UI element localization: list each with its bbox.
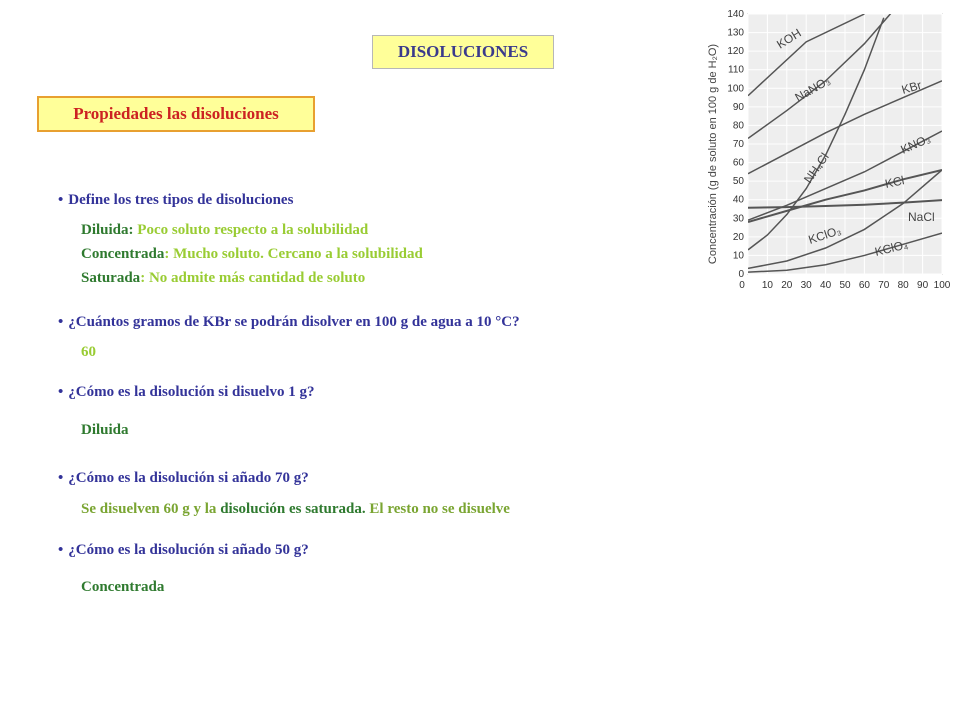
question-text: ¿Cómo es la disolución si añado 70 g?: [68, 470, 309, 486]
definition-2: [81, 246, 423, 263]
question-1: [58, 192, 293, 209]
x-tick-label: 50: [839, 280, 851, 291]
y-tick-label: 70: [732, 139, 744, 150]
answer-2: 60: [81, 344, 96, 360]
series-label: KCl: [883, 173, 906, 191]
x-tick-label: 20: [781, 280, 793, 291]
definition-desc: Mucho soluto. Cercano a la solubilidad: [173, 246, 423, 262]
bullet-icon: •: [58, 470, 64, 486]
question-4: [58, 470, 309, 487]
question-text: ¿Cuántos gramos de KBr se podrán disolver en 100 g de agua a 10 °C?: [68, 314, 520, 330]
bullet-icon: •: [58, 314, 64, 330]
question-text: ¿Cómo es la disolución si añado 50 g?: [68, 542, 309, 558]
answer-4: [81, 501, 510, 518]
question-5: [58, 542, 309, 559]
x-tick-labels: [739, 280, 951, 291]
answer-4-part3: El resto no se disuelve: [365, 501, 510, 517]
definition-term: Diluida: [81, 222, 129, 238]
definition-3: [81, 270, 365, 287]
y-tick-label: 90: [732, 101, 744, 113]
series-label: KOH: [774, 25, 804, 52]
bullet-icon: •: [58, 384, 64, 400]
series-label: KBr: [899, 77, 924, 97]
x-tick-label: 0: [739, 280, 745, 291]
y-tick-label: 130: [727, 27, 744, 39]
y-tick-label: 10: [732, 250, 744, 262]
y-axis-label: Concentración (g de soluto en 100 g de H₂O): [707, 43, 719, 265]
y-tick-label: 50: [732, 176, 744, 188]
y-tick-labels: [727, 9, 744, 280]
y-tick-label: 110: [728, 64, 744, 76]
x-tick-label: 70: [878, 280, 890, 291]
series-label: KNO₃: [898, 131, 933, 157]
answer-3: Diluida: [81, 422, 129, 438]
x-tick-label: 80: [897, 280, 909, 291]
solubility-chart: [698, 4, 954, 296]
question-2: [58, 314, 520, 331]
y-tick-label: 120: [727, 46, 744, 58]
question-text: Define los tres tipos de disoluciones: [68, 192, 294, 208]
x-tick-label: 40: [820, 280, 832, 291]
definition-term: Saturada: [81, 270, 141, 286]
answer-5: Concentrada: [81, 579, 165, 595]
series-label: KClO₄: [873, 237, 910, 259]
page-title: DISOLUCIONES: [372, 35, 554, 69]
y-tick-label: 140: [727, 9, 744, 20]
section-subtitle: Propiedades las disoluciones: [37, 96, 315, 132]
x-tick-label: 90: [917, 280, 929, 291]
x-tick-label: 60: [858, 280, 870, 291]
y-tick-label: 0: [738, 269, 744, 280]
definition-desc: Poco soluto respecto a la solubilidad: [137, 222, 369, 238]
series-label: NaCl: [908, 210, 935, 224]
bullet-icon: •: [58, 542, 64, 558]
series-label: NH₄Cl: [800, 150, 832, 186]
x-tick-label: 30: [800, 280, 812, 291]
question-text: ¿Cómo es la disolución si disuelvo 1 g?: [68, 384, 315, 400]
series-label: NaNO₃: [792, 73, 833, 105]
y-tick-label: 40: [732, 194, 744, 206]
definition-sep: :: [164, 246, 174, 262]
definition-desc: No admite más cantidad de soluto: [148, 270, 366, 286]
definition-1: [81, 222, 368, 239]
y-tick-label: 60: [732, 157, 744, 169]
definition-term: Concentrada: [81, 246, 165, 262]
x-tick-label: 100: [933, 280, 951, 291]
bullet-icon: •: [58, 192, 64, 208]
y-tick-label: 20: [732, 231, 744, 243]
definition-sep: :: [140, 270, 149, 286]
series-label: KClO₃: [806, 223, 843, 247]
question-3: [58, 384, 315, 401]
y-tick-label: 80: [732, 120, 744, 132]
x-tick-label: 10: [761, 280, 773, 291]
answer-4-part1: Se disuelven 60 g y la: [81, 501, 221, 517]
y-tick-label: 30: [732, 213, 744, 225]
answer-4-part2: disolución es saturada.: [220, 501, 366, 517]
y-tick-label: 100: [727, 83, 744, 95]
definition-sep: :: [128, 222, 138, 238]
